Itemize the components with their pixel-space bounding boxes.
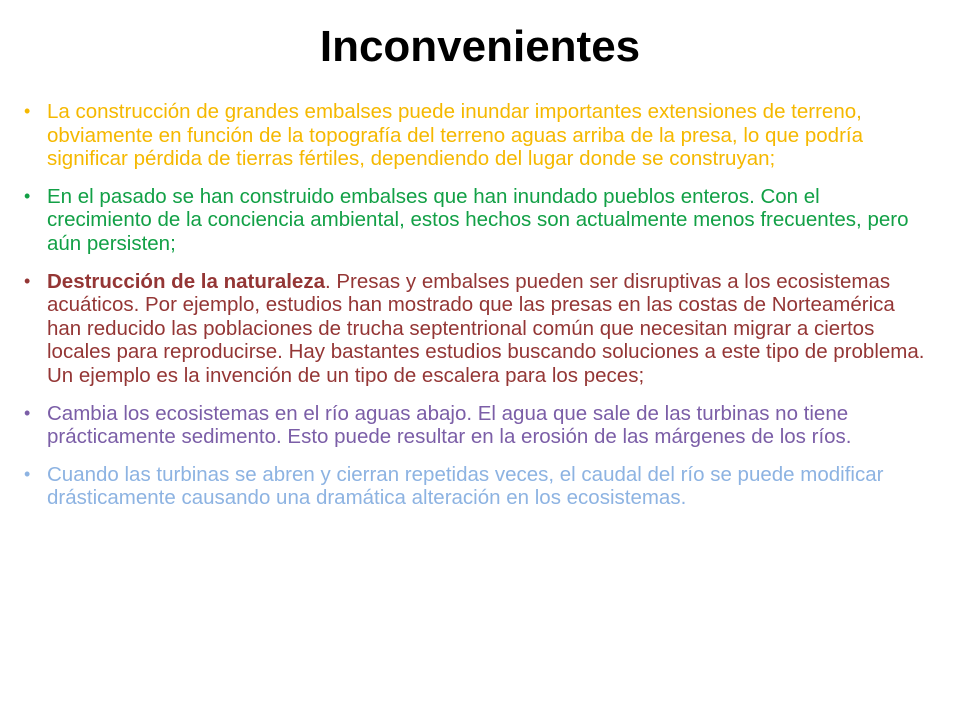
- bullet-dot-icon: •: [24, 185, 31, 206]
- bullet-item-2: [0, 185, 960, 256]
- bullet-text-2: En el pasado se han construido embalses que han inundado pueblos enteros. Con el crecimiento de la conciencia ambiental, estos hechos son actualmente menos frecuentes, pero aún persisten;: [47, 184, 909, 255]
- bullet-lead-3: Destrucción de la naturaleza: [47, 269, 325, 293]
- bullet-item-1: [0, 100, 960, 171]
- bullet-text-3: . Presas y embalses pueden ser disruptivas a los ecosistemas acuáticos. Por ejemplo, estudios han mostrado que las presas en las costas de Norteamérica han reducido las poblaciones de trucha septentrional común que necesitan migrar a ciertos locales para reproducirse. Hay bastantes estudios buscando soluciones a este tipo de problema. Un ejemplo es la invención de un tipo de escalera para los peces;: [47, 269, 925, 387]
- slide-title: Inconvenientes: [319, 22, 641, 71]
- bullet-list: [0, 100, 960, 524]
- bullet-dot-icon: •: [24, 402, 31, 423]
- bullet-dot-icon: •: [24, 270, 31, 291]
- bullet-item-4: [0, 402, 960, 449]
- bullet-item-5: [0, 463, 960, 510]
- bullet-text-1: La construcción de grandes embalses puede inundar importantes extensiones de terreno, obviamente en función de la topografía del terreno aguas arriba de la presa, lo que podría significar pérdida de tierras fértiles, dependiendo del lugar donde se construyan;: [47, 100, 863, 171]
- bullet-text-5: Cuando las turbinas se abren y cierran repetidas veces, el caudal del río se puede modificar drásticamente causando una dramática alteración en los ecosistemas.: [47, 462, 884, 510]
- bullet-dot-icon: •: [24, 101, 31, 121]
- bullet-dot-icon: •: [24, 463, 31, 484]
- bullet-item-3: [0, 270, 960, 388]
- bullet-text-4: Cambia los ecosistemas en el río aguas abajo. El agua que sale de las turbinas no tiene prácticamente sedimento. Esto puede resultar en la erosión de las márgenes de los ríos.: [47, 401, 852, 449]
